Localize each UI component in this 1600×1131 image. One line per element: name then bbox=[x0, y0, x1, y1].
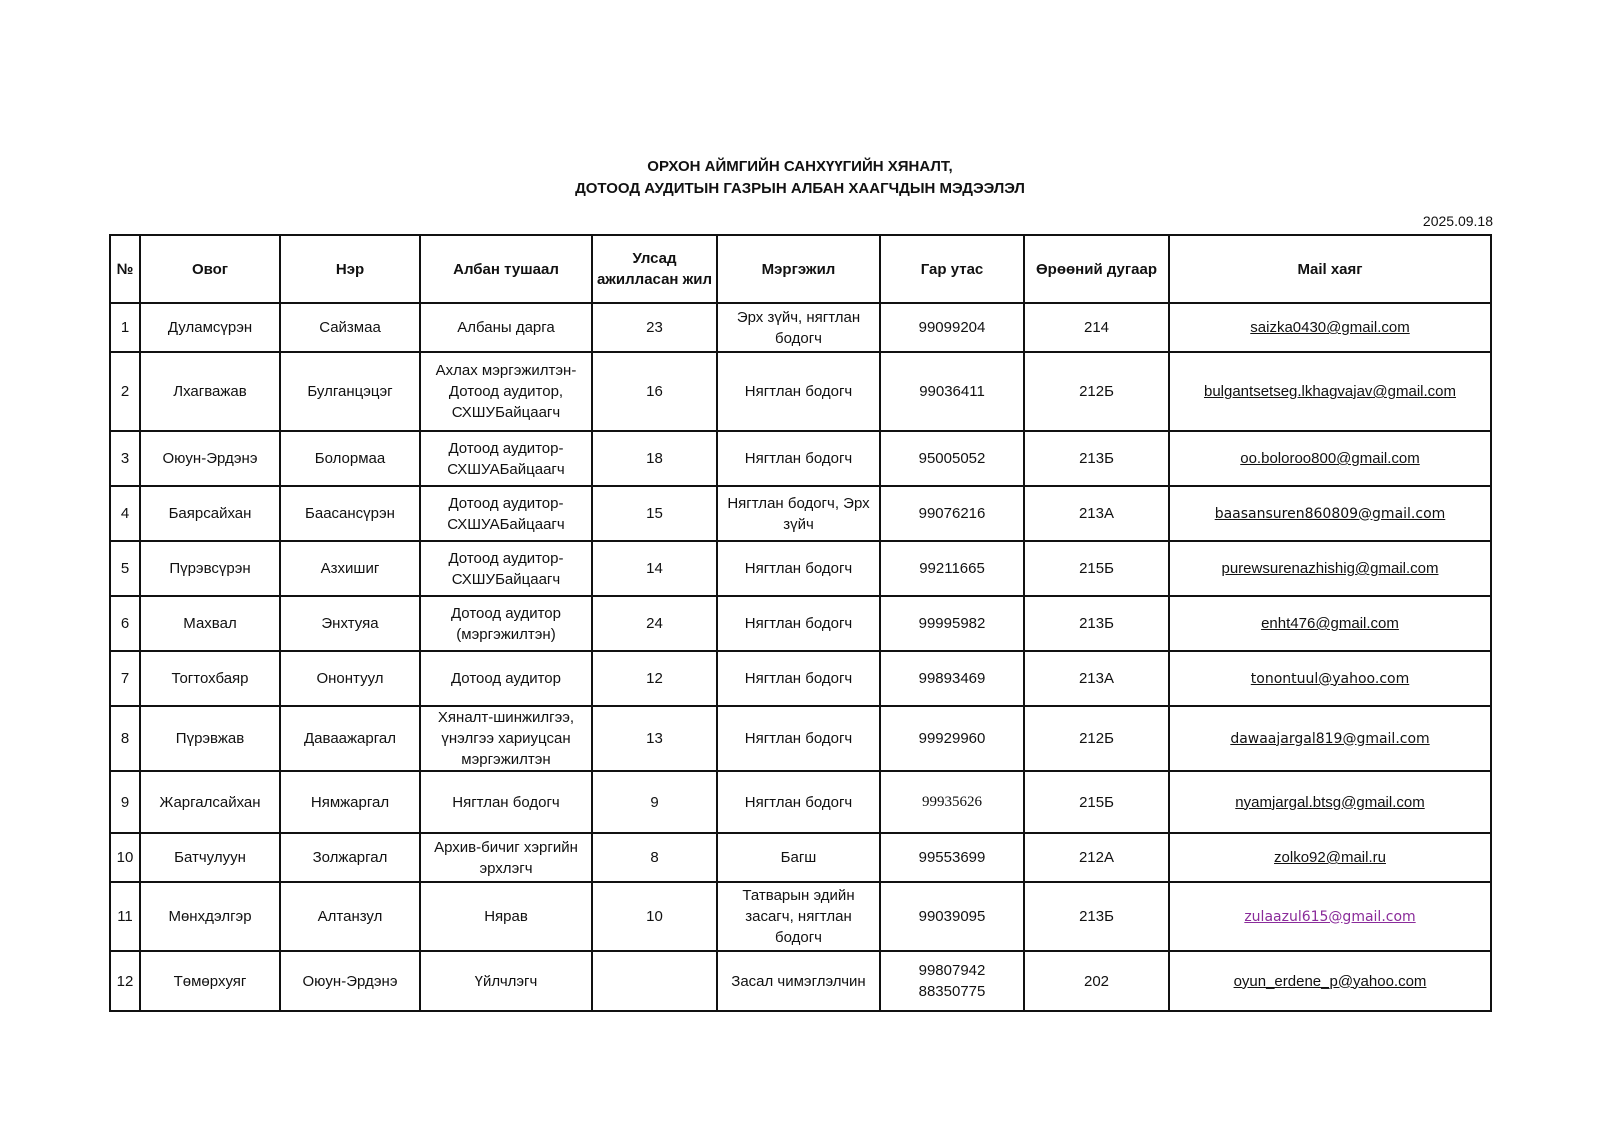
cell-position: Архив-бичиг хэргийн эрхлэгч bbox=[420, 833, 592, 882]
cell-surname: Мөнхдэлгэр bbox=[140, 882, 280, 951]
table-row bbox=[110, 706, 1491, 771]
header-years: Улсад ажилласан жил bbox=[592, 235, 717, 303]
table-row bbox=[110, 833, 1491, 882]
email-link[interactable]: tonontuul@yahoo.com bbox=[1250, 670, 1410, 687]
cell-profession: Татварын эдийн засагч, нягтлан бодогч bbox=[717, 882, 880, 951]
cell-no: 2 bbox=[110, 352, 140, 431]
title-line-1: ОРХОН АЙМГИЙН САНХҮҮГИЙН ХЯНАЛТ, bbox=[647, 158, 953, 175]
cell-profession: Нягтлан бодогч bbox=[717, 431, 880, 486]
cell-phone: 99036411 bbox=[880, 352, 1024, 431]
cell-position: Албаны дарга bbox=[420, 303, 592, 352]
header-room: Өрөөний дугаар bbox=[1024, 235, 1169, 303]
cell-surname: Батчулуун bbox=[140, 833, 280, 882]
cell-name: Азхишиг bbox=[280, 541, 420, 596]
email-link[interactable]: zolko92@mail.ru bbox=[1274, 849, 1386, 866]
cell-profession: Эрх зүйч, нягтлан бодогч bbox=[717, 303, 880, 352]
table-row bbox=[110, 951, 1491, 1011]
cell-name: Золжаргал bbox=[280, 833, 420, 882]
cell-mail bbox=[1169, 771, 1491, 833]
cell-position: Хяналт-шинжилгээ, үнэлгээ хариуцсан мэргэжилтэн bbox=[420, 706, 592, 771]
cell-years: 14 bbox=[592, 541, 717, 596]
cell-name: Алтанзул bbox=[280, 882, 420, 951]
cell-phone: 99929960 bbox=[880, 706, 1024, 771]
document-date: 2025.09.18 bbox=[1422, 213, 1493, 229]
cell-no: 6 bbox=[110, 596, 140, 651]
email-link[interactable]: bulgantsetseg.lkhagvajav@gmail.com bbox=[1203, 383, 1457, 400]
title-line-2: ДОТООД АУДИТЫН ГАЗРЫН АЛБАН ХААГЧДЫН МЭДЭЭЛЭЛ bbox=[575, 180, 1025, 197]
cell-room: 212Б bbox=[1024, 352, 1169, 431]
email-link[interactable]: dawaajargal819@gmail.com bbox=[1230, 730, 1430, 747]
cell-profession: Нягтлан бодогч bbox=[717, 541, 880, 596]
cell-phone: 99039095 bbox=[880, 882, 1024, 951]
cell-name: Булганцэцэг bbox=[280, 352, 420, 431]
cell-no: 7 bbox=[110, 651, 140, 706]
cell-position: Нягтлан бодогч bbox=[420, 771, 592, 833]
cell-years bbox=[592, 951, 717, 1011]
cell-phone: 99893469 bbox=[880, 651, 1024, 706]
cell-no: 3 bbox=[110, 431, 140, 486]
cell-name: Ононтуул bbox=[280, 651, 420, 706]
cell-mail bbox=[1169, 833, 1491, 882]
cell-mail bbox=[1169, 706, 1491, 771]
cell-name: Энхтуяа bbox=[280, 596, 420, 651]
cell-years: 8 bbox=[592, 833, 717, 882]
cell-room: 215Б bbox=[1024, 541, 1169, 596]
cell-mail bbox=[1169, 431, 1491, 486]
cell-profession: Багш bbox=[717, 833, 880, 882]
cell-mail bbox=[1169, 352, 1491, 431]
cell-room: 214 bbox=[1024, 303, 1169, 352]
cell-phone: 99553699 bbox=[880, 833, 1024, 882]
cell-position: Дотоод аудитор bbox=[420, 651, 592, 706]
email-link[interactable]: oyun_erdene_p@yahoo.com bbox=[1233, 972, 1427, 990]
cell-no: 4 bbox=[110, 486, 140, 541]
cell-no: 12 bbox=[110, 951, 140, 1011]
cell-mail bbox=[1169, 486, 1491, 541]
table-row bbox=[110, 882, 1491, 951]
cell-position: Ахлах мэргэжилтэн-Дотоод аудитор, СХШУБайцаагч bbox=[420, 352, 592, 431]
cell-room: 213Б bbox=[1024, 596, 1169, 651]
table-row bbox=[110, 486, 1491, 541]
cell-surname: Оюун-Эрдэнэ bbox=[140, 431, 280, 486]
cell-surname: Дуламсүрэн bbox=[140, 303, 280, 352]
cell-name: Нямжаргал bbox=[280, 771, 420, 833]
cell-years: 18 bbox=[592, 431, 717, 486]
cell-profession: Нягтлан бодогч bbox=[717, 651, 880, 706]
header-name: Нэр bbox=[280, 235, 420, 303]
cell-no: 8 bbox=[110, 706, 140, 771]
cell-surname: Лхагважав bbox=[140, 352, 280, 431]
cell-room: 213А bbox=[1024, 651, 1169, 706]
cell-years: 16 bbox=[592, 352, 717, 431]
cell-room: 213Б bbox=[1024, 431, 1169, 486]
cell-surname: Төмөрхуяг bbox=[140, 951, 280, 1011]
cell-room: 202 bbox=[1024, 951, 1169, 1011]
cell-no: 5 bbox=[110, 541, 140, 596]
cell-name: Оюун-Эрдэнэ bbox=[280, 951, 420, 1011]
cell-no: 10 bbox=[110, 833, 140, 882]
table-row bbox=[110, 303, 1491, 352]
cell-years: 24 bbox=[592, 596, 717, 651]
header-phone: Гар утас bbox=[880, 235, 1024, 303]
cell-phone: 99076216 bbox=[880, 486, 1024, 541]
cell-room: 212Б bbox=[1024, 706, 1169, 771]
cell-position: Дотоод аудитор-СХШУАБайцаагч bbox=[420, 486, 592, 541]
table-row bbox=[110, 431, 1491, 486]
cell-years: 23 bbox=[592, 303, 717, 352]
cell-years: 13 bbox=[592, 706, 717, 771]
cell-phone: 99807942 88350775 bbox=[880, 951, 1024, 1011]
cell-profession: Нягтлан бодогч bbox=[717, 771, 880, 833]
email-link[interactable]: zulaazul615@gmail.com bbox=[1244, 908, 1416, 925]
cell-room: 213А bbox=[1024, 486, 1169, 541]
staff-table bbox=[109, 234, 1492, 1012]
cell-room: 215Б bbox=[1024, 771, 1169, 833]
email-link[interactable]: saizka0430@gmail.com bbox=[1250, 319, 1410, 336]
cell-profession: Нягтлан бодогч, Эрх зүйч bbox=[717, 486, 880, 541]
cell-position: Үйлчлэгч bbox=[420, 951, 592, 1011]
cell-profession: Нягтлан бодогч bbox=[717, 352, 880, 431]
cell-position: Дотоод аудитор (мэргэжилтэн) bbox=[420, 596, 592, 651]
table-row bbox=[110, 651, 1491, 706]
cell-surname: Жаргалсайхан bbox=[140, 771, 280, 833]
cell-room: 213Б bbox=[1024, 882, 1169, 951]
header-surname: Овог bbox=[140, 235, 280, 303]
cell-no: 11 bbox=[110, 882, 140, 951]
email-link[interactable]: oo.boloroo800@gmail.com bbox=[1240, 450, 1420, 467]
cell-name: Даваажаргал bbox=[280, 706, 420, 771]
cell-years: 15 bbox=[592, 486, 717, 541]
cell-phone: 99935626 bbox=[880, 771, 1024, 833]
email-link[interactable]: nyamjargal.btsg@gmail.com bbox=[1235, 793, 1425, 811]
header-no: № bbox=[110, 235, 140, 303]
cell-phone: 95005052 bbox=[880, 431, 1024, 486]
cell-name: Болормаа bbox=[280, 431, 420, 486]
cell-phone: 99099204 bbox=[880, 303, 1024, 352]
cell-mail bbox=[1169, 651, 1491, 706]
cell-phone: 99995982 bbox=[880, 596, 1024, 651]
cell-profession: Нягтлан бодогч bbox=[717, 706, 880, 771]
cell-years: 10 bbox=[592, 882, 717, 951]
email-link[interactable]: enht476@gmail.com bbox=[1261, 615, 1399, 632]
cell-position: Дотоод аудитор-СХШУАБайцаагч bbox=[420, 431, 592, 486]
cell-mail bbox=[1169, 541, 1491, 596]
cell-mail bbox=[1169, 882, 1491, 951]
cell-mail bbox=[1169, 303, 1491, 352]
email-link[interactable]: baasansuren860809@gmail.com bbox=[1214, 505, 1446, 522]
table-row bbox=[110, 541, 1491, 596]
cell-position: Нярав bbox=[420, 882, 592, 951]
cell-surname: Пүрэвсүрэн bbox=[140, 541, 280, 596]
cell-no: 1 bbox=[110, 303, 140, 352]
header-mail: Mail хаяг bbox=[1169, 235, 1491, 303]
cell-phone: 99211665 bbox=[880, 541, 1024, 596]
cell-surname: Пүрэвжав bbox=[140, 706, 280, 771]
cell-surname: Баярсайхан bbox=[140, 486, 280, 541]
cell-position: Дотоод аудитор-СХШУБайцаагч bbox=[420, 541, 592, 596]
cell-mail bbox=[1169, 596, 1491, 651]
cell-profession: Засал чимэглэлчин bbox=[717, 951, 880, 1011]
cell-profession: Нягтлан бодогч bbox=[717, 596, 880, 651]
email-link[interactable]: purewsurenazhishig@gmail.com bbox=[1221, 560, 1439, 577]
cell-surname: Махвал bbox=[140, 596, 280, 651]
cell-name: Сайзмаа bbox=[280, 303, 420, 352]
table-row bbox=[110, 771, 1491, 833]
cell-no: 9 bbox=[110, 771, 140, 833]
cell-room: 212А bbox=[1024, 833, 1169, 882]
document-title bbox=[0, 156, 1600, 200]
cell-surname: Тогтохбаяр bbox=[140, 651, 280, 706]
cell-years: 12 bbox=[592, 651, 717, 706]
header-profession: Мэргэжил bbox=[717, 235, 880, 303]
table-row bbox=[110, 352, 1491, 431]
header-position: Албан тушаал bbox=[420, 235, 592, 303]
header-row bbox=[110, 235, 1491, 303]
cell-mail bbox=[1169, 951, 1491, 1011]
cell-years: 9 bbox=[592, 771, 717, 833]
cell-name: Баасансүрэн bbox=[280, 486, 420, 541]
table-row bbox=[110, 596, 1491, 651]
